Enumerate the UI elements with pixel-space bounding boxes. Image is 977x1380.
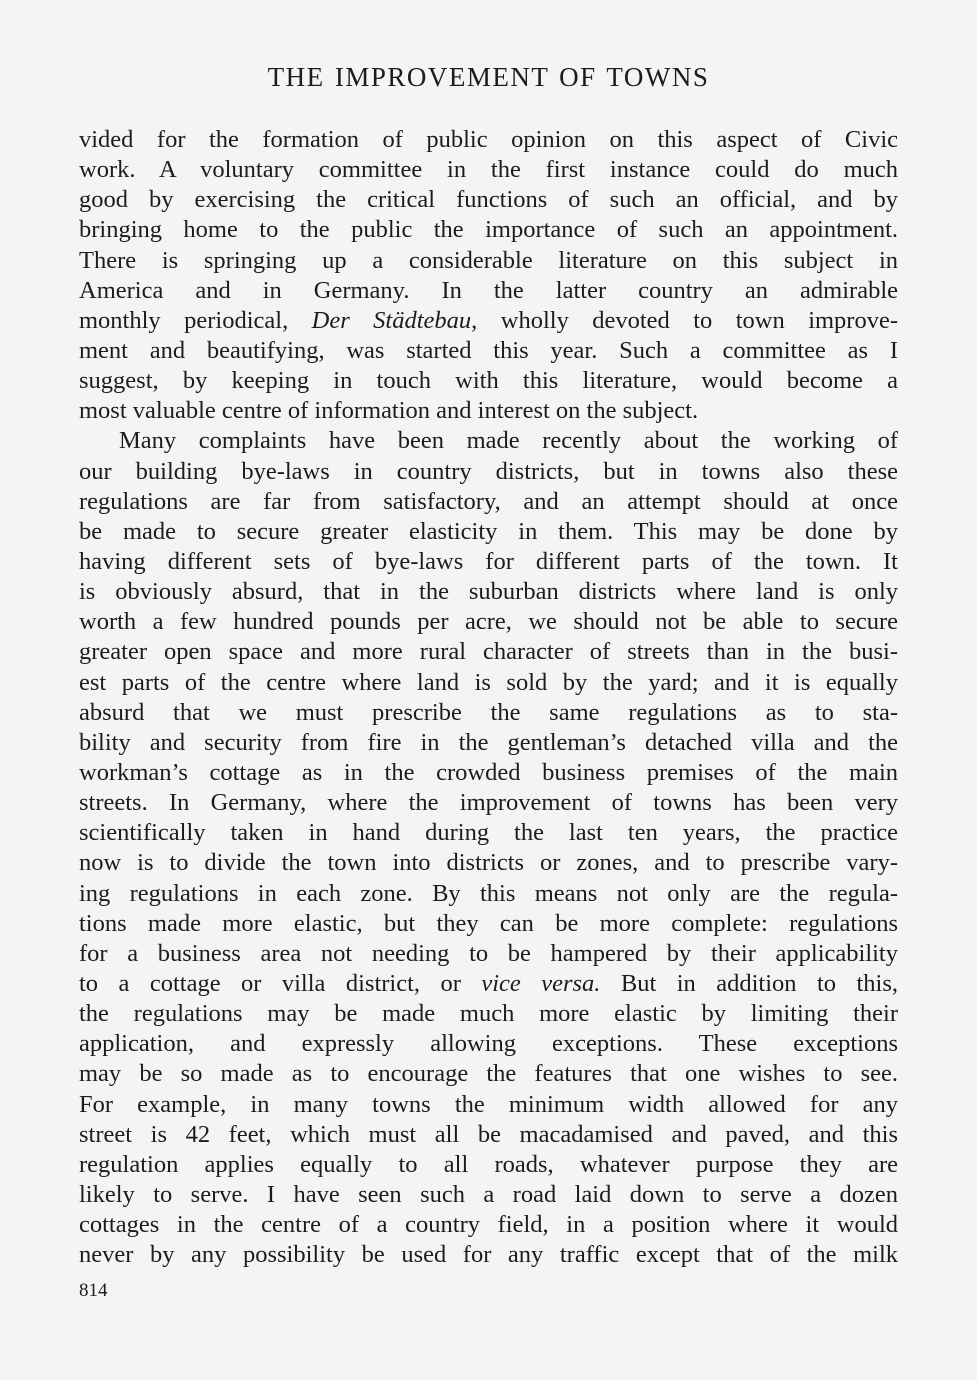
text-line: Many complaints have been made recently about the working of <box>119 427 898 455</box>
italic-title: Der Städtebau, <box>311 306 478 334</box>
text-line <box>79 306 898 336</box>
text-line: application, and expressly allowing exceptions. These exceptions <box>79 1030 898 1058</box>
text-line: scientifically taken in hand during the last ten years, the practice <box>79 819 898 847</box>
text-line: bringing home to the public the importance of such an appointment. <box>79 216 898 244</box>
page-number: 814 <box>79 1280 108 1301</box>
text-line <box>79 969 898 999</box>
text-line: is obviously absurd, that in the suburban districts where land is only <box>79 578 898 606</box>
text-run: monthly periodical, <box>79 306 312 334</box>
running-head: THE IMPROVEMENT OF TOWNS <box>267 62 710 92</box>
text-line: work. A voluntary committee in the first instance could do much <box>79 156 898 184</box>
text-run: to a cottage or villa district, or <box>79 969 482 997</box>
text-line: most valuable centre of information and interest on the subject. <box>79 397 699 425</box>
text-line: tions made more elastic, but they can be more complete: regulations <box>79 909 898 937</box>
text-line: good by exercising the critical functions of such an official, and by <box>79 186 898 214</box>
text-line: worth a few hundred pounds per acre, we should not be able to secure <box>79 608 898 636</box>
text-line: having different sets of bye-laws for different parts of the town. It <box>79 547 898 575</box>
text-line: ing regulations in each zone. By this means not only are the regula- <box>79 879 898 907</box>
text-line: likely to serve. I have seen such a road laid down to serve a dozen <box>79 1180 898 1208</box>
text-line: streets. In Germany, where the improvement of towns has been very <box>79 789 898 817</box>
text-line: America and in Germany. In the latter country an admirable <box>79 276 898 304</box>
text-line: vided for the formation of public opinion on this aspect of Civic <box>79 126 898 153</box>
body-text <box>79 125 898 1270</box>
text-run: wholly devoted to town improve- <box>477 306 898 334</box>
text-line: now is to divide the town into districts or zones, and to prescribe vary- <box>79 849 898 877</box>
text-line: for a business area not needing to be hampered by their applicability <box>79 939 898 967</box>
text-line: regulations are far from satisfactory, and an attempt should at once <box>79 487 898 515</box>
text-line: regulation applies equally to all roads, whatever purpose they are <box>79 1150 898 1178</box>
text-line: be made to secure greater elasticity in them. This may be done by <box>79 517 898 545</box>
text-line: may be so made as to encourage the features that one wishes to see. <box>79 1060 898 1088</box>
text-line: never by any possibility be used for any traffic except that of the milk <box>79 1241 898 1269</box>
text-line: street is 42 feet, which must all be macadamised and paved, and this <box>79 1120 898 1148</box>
text-line: greater open space and more rural character of streets than in the busi- <box>79 638 898 666</box>
text-run: But in addition to this, <box>600 969 898 997</box>
text-line: suggest, by keeping in touch with this literature, would become a <box>79 367 898 395</box>
text-line: ment and beautifying, was started this year. Such a committee as I <box>79 336 898 364</box>
text-line: workman’s cottage as in the crowded business premises of the main <box>79 758 898 786</box>
text-line: For example, in many towns the minimum width allowed for any <box>79 1090 898 1118</box>
italic-phrase: vice versa. <box>481 969 601 997</box>
text-line: There is springing up a considerable literature on this subject in <box>79 246 898 274</box>
text-line: cottages in the centre of a country field, in a position where it would <box>79 1211 898 1239</box>
text-line: bility and security from fire in the gentleman’s detached villa and the <box>79 728 898 756</box>
text-line: absurd that we must prescribe the same regulations as to sta- <box>79 698 898 726</box>
text-line: our building bye-laws in country districts, but in towns also these <box>79 457 898 485</box>
text-line: the regulations may be made much more elastic by limiting their <box>79 1000 898 1028</box>
text-line: est parts of the centre where land is sold by the yard; and it is equally <box>79 668 898 696</box>
